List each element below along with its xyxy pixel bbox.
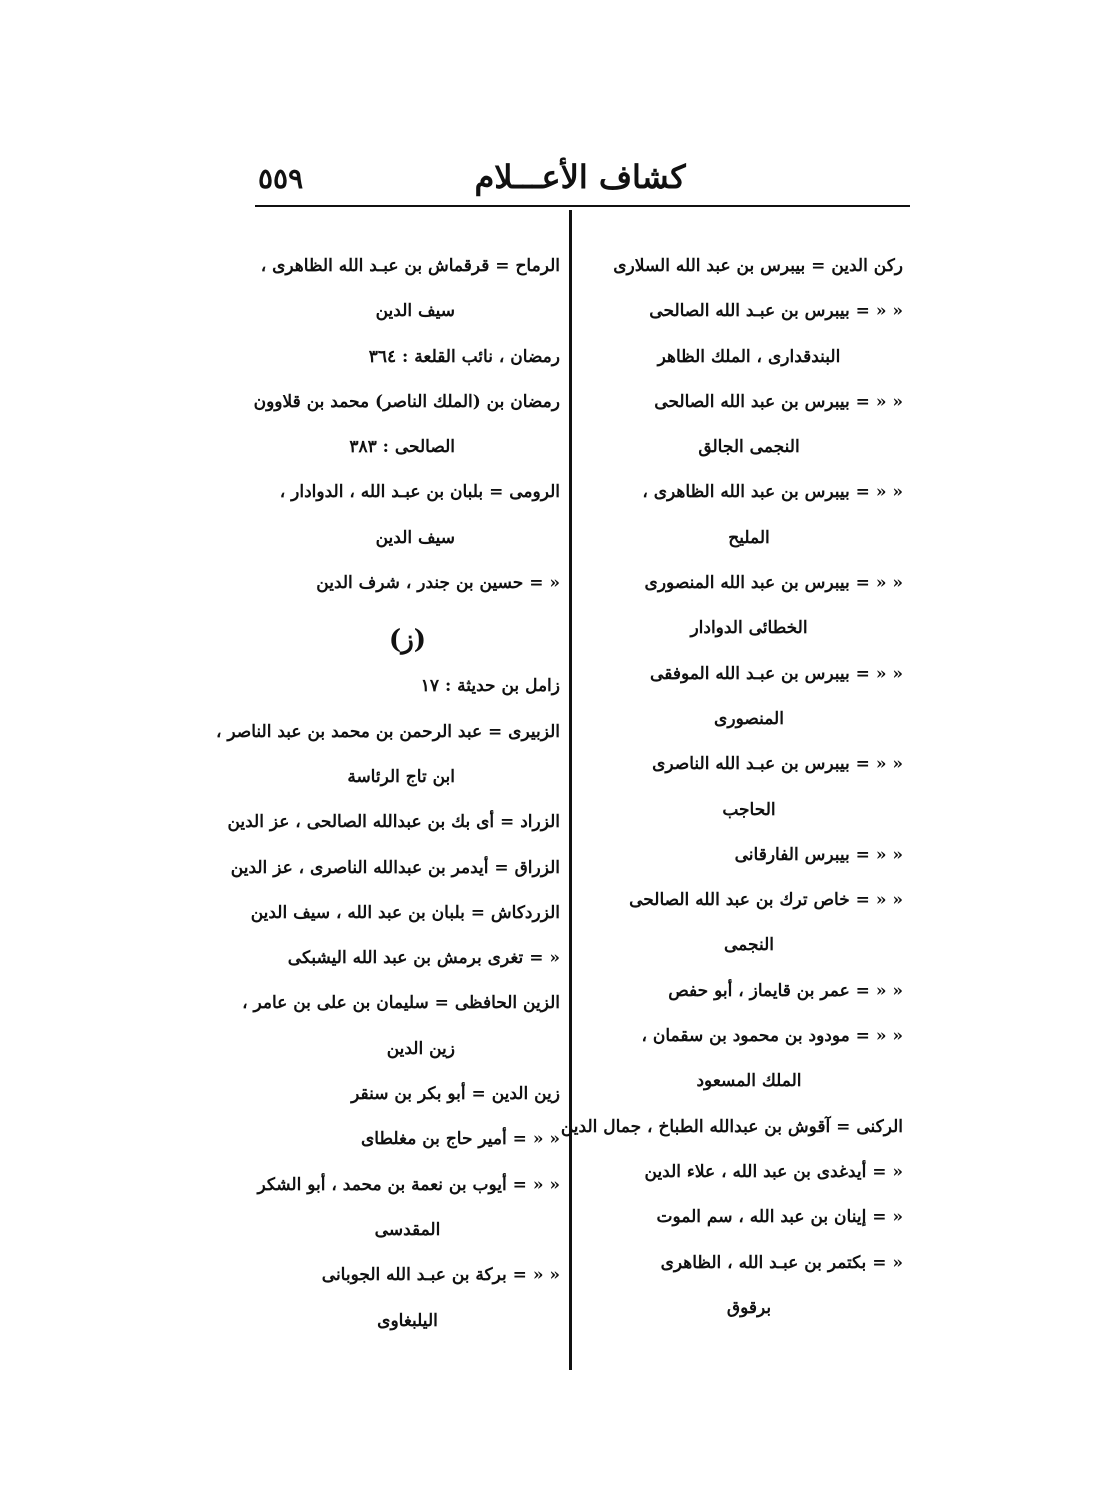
- page-title: كشاف الأعـــلام: [474, 158, 686, 196]
- index-entry-line: سيف الدين: [375, 527, 455, 548]
- index-entry-line: البندقدارى ، الملك الظاهر: [657, 346, 841, 367]
- column-divider: [569, 210, 572, 1370]
- index-entry-line: « « = بيبرس بن عبد الله الظاهرى ،: [642, 482, 903, 503]
- index-entry-line: الزراد = أى بك بن عبدالله الصالحى ، عز الدين: [227, 812, 560, 833]
- index-entry-line: « « = بيبرس بن عبد الله الصالحى: [654, 391, 903, 412]
- index-entry-line: الزين الحافظى = سليمان بن على بن عامر ،: [242, 993, 560, 1014]
- index-entry-line: « = إينان بن عبد الله ، سم الموت: [656, 1207, 903, 1228]
- index-entry-line: المنصورى: [714, 708, 784, 729]
- index-entry-line: « « = بركة بن عبـد الله الجوبانى: [321, 1265, 560, 1286]
- index-entry-line: رمضان بن (الملك الناصر) محمد بن قلاوون: [253, 391, 560, 412]
- index-entry-line: ابن تاج الرئاسة: [347, 766, 455, 787]
- index-entry-line: « = تغرى برمش بن عبد الله اليشبكى: [287, 948, 560, 969]
- index-entry-line: الصالحى : ٣٨٣: [349, 437, 455, 458]
- index-entry-line: « « = عمر بن قايماز ، أبو حفص: [668, 980, 903, 1001]
- index-entry-line: النجمى: [723, 935, 774, 956]
- index-entry-line: « « = بيبرس الفارقانى: [734, 844, 903, 865]
- index-entry-line: « « = بيبرس بن عبـد الله الموفقى: [650, 663, 903, 684]
- index-entry-line: الزردكاش = بلبان بن عبد الله ، سيف الدين: [250, 902, 560, 923]
- index-entry-line: الرماح = قرقماش بن عبـد الله الظاهرى ،: [260, 256, 560, 276]
- index-entry-line: برقوق: [726, 1297, 772, 1318]
- index-entry-line: زين الدين: [386, 1038, 455, 1059]
- index-entry-line: « « = خاص ترك بن عبد الله الصالحى: [629, 890, 903, 911]
- index-column-left: [216, 248, 560, 1348]
- index-entry-line: « = حسين بن جندر ، شرف الدين: [316, 573, 560, 594]
- index-entry-line: الزراق = أيدمر بن عبدالله الناصرى ، عز الدين: [230, 857, 560, 878]
- page-number: ٥٥٩: [258, 162, 304, 195]
- index-entry-line: سيف الدين: [375, 301, 455, 322]
- index-entry-line: « « = مودود بن محمود بن سقمان ،: [641, 1026, 903, 1047]
- index-entry-line: المقدسى: [374, 1219, 441, 1240]
- index-entry-line: الملك المسعود: [696, 1071, 802, 1092]
- index-column-right: [560, 248, 903, 1335]
- index-entry-line: زين الدين = أبو بكر بن سنقر: [351, 1084, 560, 1105]
- index-entry-line: الركنى = آقوش بن عبدالله الطباخ ، جمال الدين: [560, 1116, 903, 1137]
- index-entry-line: « « = بيبرس بن عبد الله المنصورى: [644, 573, 903, 594]
- index-entry-line: الحاجب: [722, 799, 776, 820]
- index-entry-line: الرومى = بلبان بن عبـد الله ، الدوادار ،: [279, 482, 560, 503]
- index-entry-line: الخطائى الدوادار: [690, 618, 808, 639]
- index-entry-line: ركن الدين = بيبرس بن عبد الله السلارى: [613, 256, 903, 276]
- index-entry-line: « = بكتمر بن عبـد الله ، الظاهرى: [660, 1252, 903, 1273]
- index-entry-line: زامل بن حديثة : ١٧: [420, 676, 560, 697]
- index-entry-line: « « = أمير حاج بن مغلطاى: [360, 1129, 560, 1150]
- index-entry-line: « = أيدغدى بن عبد الله ، علاء الدين: [644, 1161, 903, 1182]
- index-entry-line: رمضان ، نائب القلعة : ٣٦٤: [368, 346, 560, 367]
- header-rule: [255, 205, 910, 207]
- index-entry-line: « « = بيبرس بن عبـد الله الصالحى: [649, 301, 903, 322]
- index-entry-line: النجمى الجالق: [698, 437, 800, 458]
- index-entry-line: الزبيرى = عبد الرحمن بن محمد بن عبد الناصر ،: [216, 721, 560, 742]
- section-letter-heading: (ز): [388, 625, 427, 656]
- index-entry-line: « « = بيبرس بن عبـد الله الناصرى: [652, 754, 903, 775]
- index-entry-line: اليلبغاوى: [377, 1310, 438, 1331]
- index-entry-line: « « = أيوب بن نعمة بن محمد ، أبو الشكر: [257, 1174, 560, 1195]
- index-entry-line: المليح: [728, 527, 770, 548]
